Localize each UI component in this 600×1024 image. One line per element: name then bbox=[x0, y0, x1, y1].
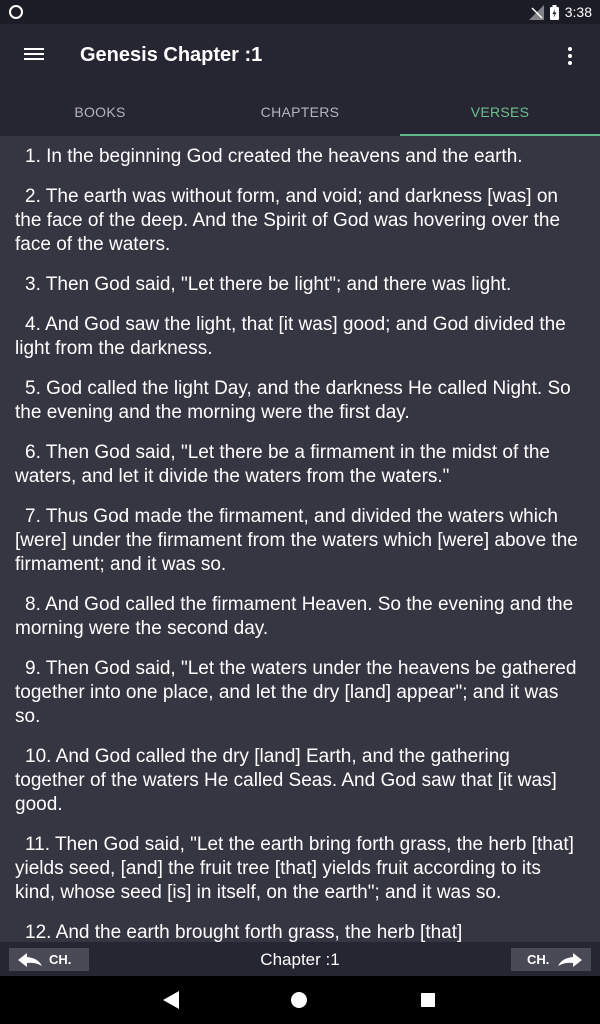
more-vert-icon[interactable] bbox=[560, 46, 580, 66]
previous-chapter-label: CH. bbox=[49, 952, 72, 967]
tab-bar bbox=[0, 88, 600, 136]
chapter-nav-bar bbox=[0, 942, 600, 976]
menu-icon[interactable] bbox=[24, 46, 46, 66]
home-icon[interactable] bbox=[291, 992, 307, 1008]
tab-chapters[interactable]: CHAPTERS bbox=[260, 104, 340, 120]
verse-item[interactable]: 1. In the beginning God created the heavens and the earth. bbox=[25, 146, 523, 167]
recent-apps-icon[interactable] bbox=[421, 993, 435, 1007]
arrow-right-icon bbox=[557, 952, 583, 968]
verse-item[interactable]: 10. And God called the dry [land] Earth, and the gathering together of the waters He called Seas. And God saw that [it was] good. bbox=[15, 746, 557, 815]
circle-notification-icon bbox=[9, 5, 23, 19]
page-title: Genesis Chapter :1 bbox=[80, 44, 263, 66]
back-icon[interactable] bbox=[163, 991, 179, 1009]
system-nav-bar bbox=[0, 976, 600, 1024]
status-time: 3:38 bbox=[564, 4, 592, 20]
tab-verses[interactable]: VERSES bbox=[400, 88, 600, 136]
verse-item[interactable]: 8. And God called the firmament Heaven. So the evening and the morning were the second day. bbox=[15, 594, 574, 639]
verse-item[interactable]: 11. Then God said, "Let the earth bring forth grass, the herb [that] yields seed, [and] the fruit tree [that] yields fruit according to its kind, whose seed [is] in itself, on the earth"; and it was so. bbox=[15, 834, 574, 903]
verse-item[interactable]: 7. Thus God made the firmament, and divided the waters which [were] under the firmament from the waters which [were] above the firmament; and it was so. bbox=[15, 506, 578, 575]
next-chapter-label: CH. bbox=[527, 952, 550, 967]
status-indicators bbox=[529, 0, 592, 24]
verse-item[interactable]: 5. God called the light Day, and the darkness He called Night. So the evening and the morning were the first day. bbox=[15, 378, 571, 423]
app-bar bbox=[0, 24, 600, 88]
chapter-label: Chapter :1 bbox=[260, 950, 340, 969]
status-bar bbox=[0, 0, 600, 24]
next-chapter-button[interactable] bbox=[511, 948, 591, 971]
verse-item[interactable]: 9. Then God said, "Let the waters under the heavens be gathered together into one place, and let the dry [land] appear"; and it was so. bbox=[15, 658, 577, 727]
verse-list[interactable] bbox=[0, 136, 600, 942]
battery-icon bbox=[550, 5, 559, 20]
signal-icon bbox=[529, 5, 544, 20]
verse-item[interactable]: 4. And God saw the light, that [it was] good; and God divided the light from the darkness. bbox=[15, 314, 566, 359]
tab-books[interactable]: BOOKS bbox=[74, 104, 126, 120]
verse-item[interactable]: 3. Then God said, "Let there be light"; and there was light. bbox=[25, 274, 512, 295]
verse-item[interactable]: 12. And the earth brought forth grass, the herb [that] bbox=[25, 922, 463, 942]
verse-item[interactable]: 2. The earth was without form, and void; and darkness [was] on the face of the deep. And the Spirit of God was hovering over the face of the waters. bbox=[15, 186, 561, 255]
verse-item[interactable]: 6. Then God said, "Let there be a firmament in the midst of the waters, and let it divide the waters from the waters." bbox=[15, 442, 550, 487]
